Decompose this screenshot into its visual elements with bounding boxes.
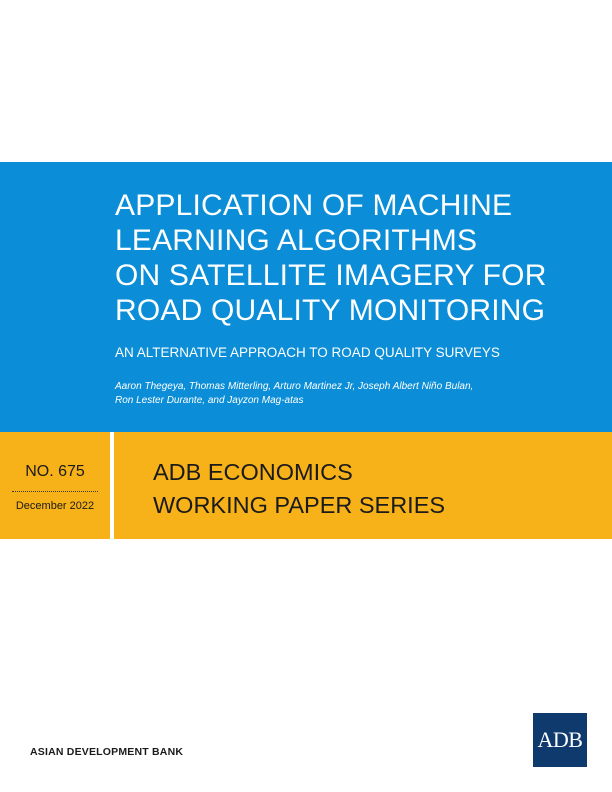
author-line: Aaron Thegeya, Thomas Mitterling, Arturo Martinez Jr, Joseph Albert Niño Bulan, <box>115 381 474 392</box>
report-subtitle: AN ALTERNATIVE APPROACH TO ROAD QUALITY SURVEYS <box>115 345 500 360</box>
author-line: Ron Lester Durante, and Jayzon Mag-atas <box>115 395 304 406</box>
logo-text: ADB <box>537 727 583 752</box>
report-title <box>115 188 595 328</box>
series-divider <box>110 432 114 539</box>
publication-date: December 2022 <box>15 500 95 512</box>
title-line: APPLICATION OF MACHINE <box>115 189 513 222</box>
title-line: LEARNING ALGORITHMS <box>115 224 478 257</box>
dotted-divider <box>12 491 98 492</box>
title-line: ROAD QUALITY MONITORING <box>115 294 546 327</box>
series-name <box>153 456 593 522</box>
series-name-line: ADB ECONOMICS <box>153 459 353 485</box>
title-line: ON SATELLITE IMAGERY FOR <box>115 259 547 292</box>
author-list <box>115 380 575 408</box>
publisher-name: ASIAN DEVELOPMENT BANK <box>30 746 184 758</box>
adb-logo <box>533 713 587 767</box>
series-name-line: WORKING PAPER SERIES <box>153 492 446 518</box>
paper-number: NO. 675 <box>25 463 85 480</box>
